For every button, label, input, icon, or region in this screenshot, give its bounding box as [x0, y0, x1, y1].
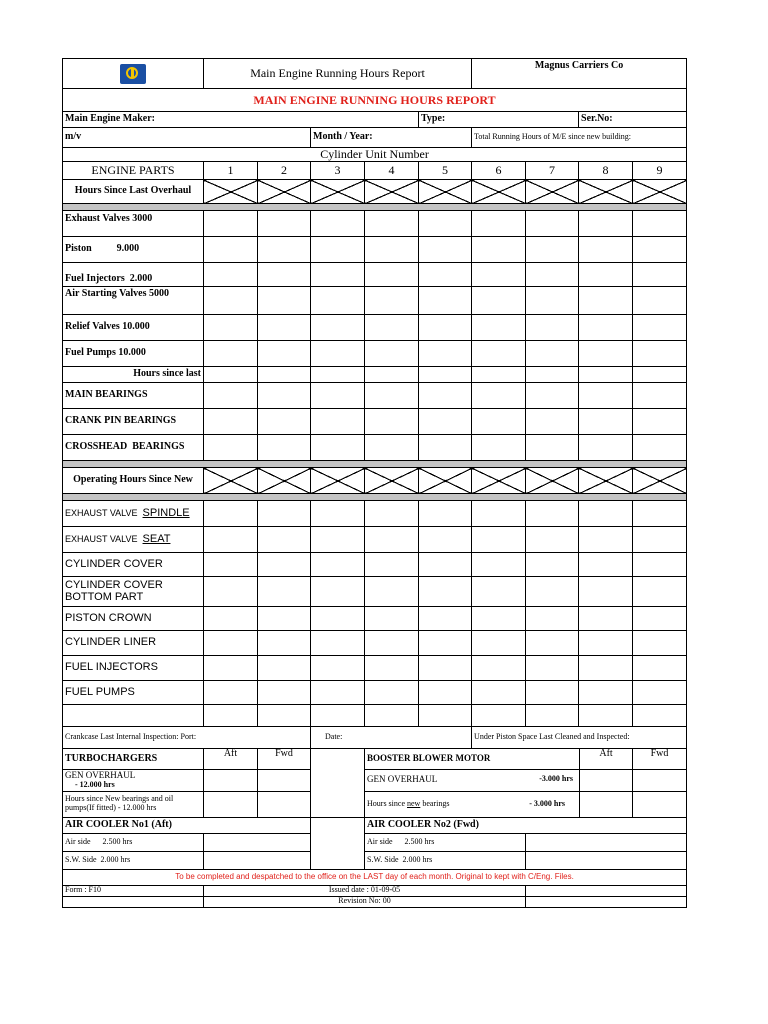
mv-label: m/v	[63, 128, 311, 148]
seat-word: SEAT	[142, 532, 171, 545]
serno-label: Ser.No:	[579, 112, 687, 128]
cylinder-number: 1	[204, 162, 258, 180]
entry-cell[interactable]	[633, 263, 687, 287]
entry-cell[interactable]	[579, 383, 633, 409]
footer-blank	[526, 885, 687, 896]
entry-cell[interactable]	[419, 501, 472, 527]
entry-cell[interactable]	[258, 656, 311, 681]
entry-cell[interactable]	[472, 435, 526, 461]
entry-cell[interactable]	[526, 833, 687, 851]
entry-cell[interactable]	[204, 769, 258, 791]
overhaul-row-label: Exhaust Valves 3000	[63, 211, 204, 237]
entry-cell[interactable]	[419, 341, 472, 367]
turbo-aft-label: Aft	[204, 749, 258, 769]
seat-row-label	[63, 527, 204, 553]
entry-cell[interactable]	[258, 705, 311, 727]
entry-cell[interactable]	[204, 791, 258, 817]
entry-cell[interactable]	[365, 656, 419, 681]
cylinder-number: 5	[419, 162, 472, 180]
entry-cell[interactable]	[579, 263, 633, 287]
entry-cell[interactable]	[579, 631, 633, 656]
hours-since-last-label: Hours since last	[63, 367, 204, 383]
overhaul-row-label: Fuel Injectors 2.000	[63, 263, 204, 287]
entry-cell[interactable]	[419, 211, 472, 237]
turbo-bearings-label: Hours since New bearings and oil pumps(If fitted) - 12.000 hrs	[63, 791, 204, 817]
total-hours-label: Total Running Hours of M/E since new building:	[472, 128, 687, 148]
turbochargers-heading: TURBOCHARGERS	[63, 749, 204, 769]
entry-cell[interactable]	[311, 501, 365, 527]
entry-cell[interactable]	[579, 287, 633, 315]
entry-cell[interactable]	[365, 607, 419, 631]
entry-cell[interactable]	[419, 263, 472, 287]
cylinder-number: 6	[472, 162, 526, 180]
entry-cell[interactable]	[472, 631, 526, 656]
entry-cell[interactable]	[311, 409, 365, 435]
entry-cell[interactable]	[579, 681, 633, 705]
entry-cell[interactable]	[258, 435, 311, 461]
entry-cell[interactable]	[472, 577, 526, 607]
crossed-cell	[419, 468, 472, 494]
entry-cell[interactable]	[365, 553, 419, 577]
entry-cell[interactable]	[472, 656, 526, 681]
entry-cell[interactable]	[311, 435, 365, 461]
entry-cell[interactable]	[204, 833, 311, 851]
grey-band	[63, 461, 687, 468]
entry-cell[interactable]	[419, 237, 472, 263]
entry-cell[interactable]	[633, 383, 687, 409]
crossed-cell	[633, 180, 687, 204]
entry-cell[interactable]	[311, 383, 365, 409]
entry-cell[interactable]	[419, 527, 472, 553]
entry-cell[interactable]	[579, 553, 633, 577]
spacer-cell	[311, 817, 365, 869]
entry-cell[interactable]	[204, 315, 258, 341]
entry-cell[interactable]	[526, 237, 579, 263]
entry-cell[interactable]	[258, 263, 311, 287]
entry-cell[interactable]	[633, 705, 687, 727]
entry-cell[interactable]	[63, 705, 204, 727]
entry-cell[interactable]	[526, 211, 579, 237]
entry-cell[interactable]	[472, 237, 526, 263]
entry-cell[interactable]	[258, 577, 311, 607]
entry-cell[interactable]	[311, 315, 365, 341]
entry-cell[interactable]	[365, 367, 419, 383]
entry-cell[interactable]	[526, 263, 579, 287]
cylinder-number: 4	[365, 162, 419, 180]
turbo-gen-overhaul-label: GEN OVERHAUL	[65, 769, 136, 780]
entry-cell[interactable]	[526, 435, 579, 461]
footer-blank	[526, 896, 687, 907]
entry-cell[interactable]	[258, 527, 311, 553]
spindle-prefix: EXHAUST VALVE	[65, 507, 143, 518]
entry-cell[interactable]	[311, 237, 365, 263]
entry-cell[interactable]	[204, 409, 258, 435]
overhaul-row-label: Relief Valves 10.000	[63, 315, 204, 341]
entry-cell[interactable]	[365, 631, 419, 656]
entry-cell[interactable]	[526, 341, 579, 367]
entry-cell[interactable]	[419, 367, 472, 383]
entry-cell[interactable]	[419, 315, 472, 341]
grey-band	[63, 204, 687, 211]
overhaul-row-label: Fuel Pumps 10.000	[63, 341, 204, 367]
booster-bearings-prefix: Hours since	[367, 798, 407, 808]
entry-cell[interactable]	[419, 287, 472, 315]
entry-cell[interactable]	[472, 263, 526, 287]
operating-row-label: CYLINDER LINER	[63, 631, 204, 656]
entry-cell[interactable]	[258, 383, 311, 409]
cylinder-number: 8	[579, 162, 633, 180]
entry-cell[interactable]	[204, 435, 258, 461]
entry-cell[interactable]	[419, 681, 472, 705]
entry-cell[interactable]	[472, 501, 526, 527]
entry-cell[interactable]	[526, 607, 579, 631]
entry-cell[interactable]	[419, 656, 472, 681]
issued-date: Issued date : 01-09-05	[204, 885, 526, 896]
entry-cell[interactable]	[526, 287, 579, 315]
entry-cell[interactable]	[633, 631, 687, 656]
month-year-label: Month / Year:	[311, 128, 472, 148]
entry-cell[interactable]	[258, 769, 311, 791]
overhaul-heading: Hours Since Last Overhaul	[63, 180, 204, 204]
entry-cell[interactable]	[204, 553, 258, 577]
entry-cell[interactable]	[526, 315, 579, 341]
operating-row-label: CYLINDER COVER BOTTOM PART	[63, 577, 204, 607]
crossed-cell	[258, 180, 311, 204]
cylinder-number: 7	[526, 162, 579, 180]
booster-bearings-hours: - 3.000 hrs	[529, 798, 566, 808]
entry-cell[interactable]	[579, 656, 633, 681]
entry-cell[interactable]	[580, 791, 633, 817]
entry-cell[interactable]	[419, 409, 472, 435]
entry-cell[interactable]	[472, 211, 526, 237]
entry-cell[interactable]	[579, 607, 633, 631]
cylinder-heading: Cylinder Unit Number	[63, 148, 687, 162]
entry-cell[interactable]	[311, 341, 365, 367]
spacer-cell	[311, 749, 365, 817]
entry-cell[interactable]	[258, 287, 311, 315]
entry-cell[interactable]	[419, 705, 472, 727]
entry-cell[interactable]	[365, 501, 419, 527]
entry-cell[interactable]	[204, 237, 258, 263]
booster-bearings-cell	[365, 791, 580, 817]
entry-cell[interactable]	[472, 287, 526, 315]
crossed-cell	[633, 468, 687, 494]
crossed-cell	[472, 180, 526, 204]
operating-heading: Operating Hours Since New	[63, 468, 204, 494]
crossed-cell	[204, 468, 258, 494]
cylinder-number: 9	[633, 162, 687, 180]
form-number: Form : F10	[63, 885, 204, 896]
entry-cell[interactable]	[204, 211, 258, 237]
entry-cell[interactable]	[472, 681, 526, 705]
entry-cell[interactable]	[311, 211, 365, 237]
crossed-cell	[258, 468, 311, 494]
crossed-cell	[365, 180, 419, 204]
turbo-fwd-label: Fwd	[258, 749, 311, 769]
entry-cell[interactable]	[633, 607, 687, 631]
entry-cell[interactable]	[311, 607, 365, 631]
crossed-cell	[311, 468, 365, 494]
piston-space-label: Under Piston Space Last Cleaned and Inspected:	[472, 727, 687, 749]
operating-row-label: PISTON CROWN	[63, 607, 204, 631]
entry-cell[interactable]	[365, 341, 419, 367]
entry-cell[interactable]	[633, 527, 687, 553]
booster-bearings-word: new	[407, 798, 421, 808]
entry-cell[interactable]	[204, 681, 258, 705]
entry-cell[interactable]	[204, 705, 258, 727]
air-cooler-1-sw-side: S.W. Side 2.000 hrs	[63, 851, 204, 869]
entry-cell[interactable]	[204, 367, 258, 383]
entry-cell[interactable]	[365, 681, 419, 705]
entry-cell[interactable]	[633, 769, 687, 791]
operating-row-label: CYLINDER COVER	[63, 553, 204, 577]
entry-cell[interactable]	[365, 527, 419, 553]
entry-cell[interactable]	[472, 553, 526, 577]
entry-cell[interactable]	[258, 211, 311, 237]
operating-row-label: FUEL PUMPS	[63, 681, 204, 705]
air-cooler-2-heading: AIR COOLER No2 (Fwd)	[365, 817, 687, 833]
entry-cell[interactable]	[204, 527, 258, 553]
maker-label: Main Engine Maker:	[63, 112, 419, 128]
entry-cell[interactable]	[419, 577, 472, 607]
entry-cell[interactable]	[311, 681, 365, 705]
entry-cell[interactable]	[633, 367, 687, 383]
booster-gen-overhaul-label: GEN OVERHAUL	[367, 774, 438, 785]
entry-cell[interactable]	[258, 607, 311, 631]
entry-cell[interactable]	[526, 705, 579, 727]
entry-cell[interactable]	[365, 577, 419, 607]
entry-cell[interactable]	[258, 501, 311, 527]
air-cooler-2-sw-side: S.W. Side 2.000 hrs	[365, 851, 526, 869]
entry-cell[interactable]	[579, 527, 633, 553]
entry-cell[interactable]	[419, 383, 472, 409]
entry-cell[interactable]	[526, 631, 579, 656]
entry-cell[interactable]	[365, 383, 419, 409]
inspection-date-label: Date:	[311, 727, 472, 749]
entry-cell[interactable]	[579, 211, 633, 237]
entry-cell[interactable]	[633, 287, 687, 315]
entry-cell[interactable]	[579, 501, 633, 527]
entry-cell[interactable]	[204, 263, 258, 287]
entry-cell[interactable]	[472, 341, 526, 367]
entry-cell[interactable]	[204, 287, 258, 315]
entry-cell[interactable]	[311, 553, 365, 577]
entry-cell[interactable]	[526, 577, 579, 607]
engine-parts-label: ENGINE PARTS	[63, 162, 204, 180]
booster-gen-overhaul-hours: -3.000 hrs	[539, 774, 574, 784]
entry-cell[interactable]	[633, 681, 687, 705]
spindle-row-label	[63, 501, 204, 527]
entry-cell[interactable]	[472, 315, 526, 341]
entry-cell[interactable]	[526, 553, 579, 577]
entry-cell[interactable]	[311, 656, 365, 681]
entry-cell[interactable]	[579, 367, 633, 383]
entry-cell[interactable]	[204, 577, 258, 607]
entry-cell[interactable]	[633, 656, 687, 681]
entry-cell[interactable]	[579, 409, 633, 435]
entry-cell[interactable]	[579, 435, 633, 461]
entry-cell[interactable]	[633, 237, 687, 263]
entry-cell[interactable]	[204, 851, 311, 869]
type-label: Type:	[419, 112, 579, 128]
grey-band	[63, 494, 687, 501]
air-cooler-2-air-side: Air side 2.500 hrs	[365, 833, 526, 851]
entry-cell[interactable]	[258, 315, 311, 341]
entry-cell[interactable]	[579, 705, 633, 727]
entry-cell[interactable]	[204, 656, 258, 681]
submission-note: To be completed and despatched to the office on the LAST day of each month. Original to kept with C/Eng. Files.	[63, 869, 687, 885]
entry-cell[interactable]	[258, 237, 311, 263]
bearing-row-label: CROSSHEAD BEARINGS	[63, 435, 204, 461]
entry-cell[interactable]	[365, 409, 419, 435]
seat-prefix: EXHAUST VALVE	[65, 533, 143, 544]
entry-cell[interactable]	[472, 705, 526, 727]
bearing-row-label: MAIN BEARINGS	[63, 383, 204, 409]
entry-cell[interactable]	[526, 527, 579, 553]
entry-cell[interactable]	[579, 315, 633, 341]
entry-cell[interactable]	[633, 501, 687, 527]
crossed-cell	[311, 180, 365, 204]
entry-cell[interactable]	[311, 705, 365, 727]
logo-cell	[63, 59, 204, 89]
entry-cell[interactable]	[311, 577, 365, 607]
entry-cell[interactable]	[526, 383, 579, 409]
entry-cell[interactable]	[526, 681, 579, 705]
entry-cell[interactable]	[311, 287, 365, 315]
air-cooler-1-heading: AIR COOLER No1 (Aft)	[63, 817, 311, 833]
overhaul-row-label: Piston 9.000	[63, 237, 204, 263]
entry-cell[interactable]	[258, 631, 311, 656]
entry-cell[interactable]	[472, 409, 526, 435]
company-name: Magnus Carriers Co	[472, 59, 687, 89]
entry-cell[interactable]	[633, 553, 687, 577]
entry-cell[interactable]	[633, 315, 687, 341]
entry-cell[interactable]	[526, 656, 579, 681]
entry-cell[interactable]	[311, 527, 365, 553]
entry-cell[interactable]	[365, 315, 419, 341]
entry-cell[interactable]	[526, 409, 579, 435]
entry-cell[interactable]	[258, 341, 311, 367]
entry-cell[interactable]	[204, 341, 258, 367]
crossed-cell	[365, 468, 419, 494]
bearing-row-label: CRANK PIN BEARINGS	[63, 409, 204, 435]
entry-cell[interactable]	[633, 435, 687, 461]
air-cooler-1-air-side: Air side 2.500 hrs	[63, 833, 204, 851]
entry-cell[interactable]	[204, 501, 258, 527]
entry-cell[interactable]	[472, 383, 526, 409]
entry-cell[interactable]	[472, 607, 526, 631]
entry-cell[interactable]	[365, 211, 419, 237]
entry-cell[interactable]	[472, 527, 526, 553]
entry-cell[interactable]	[365, 435, 419, 461]
lower-table	[62, 749, 687, 908]
booster-heading: BOOSTER BLOWER MOTOR	[365, 749, 580, 769]
crossed-cell	[526, 468, 579, 494]
overhaul-row-label: Air Starting Valves 5000	[63, 287, 204, 315]
booster-gen-overhaul-cell	[365, 769, 580, 791]
entry-cell[interactable]	[365, 263, 419, 287]
booster-aft-label: Aft	[580, 749, 633, 769]
spindle-word: SPINDLE	[142, 506, 190, 519]
entry-cell[interactable]	[365, 237, 419, 263]
entry-cell[interactable]	[579, 341, 633, 367]
revision-number: Revision No: 00	[204, 896, 526, 907]
entry-cell[interactable]	[419, 435, 472, 461]
entry-cell[interactable]	[472, 367, 526, 383]
entry-cell[interactable]	[204, 607, 258, 631]
entry-cell[interactable]	[633, 341, 687, 367]
entry-cell[interactable]	[579, 577, 633, 607]
entry-cell[interactable]	[526, 367, 579, 383]
entry-cell[interactable]	[258, 791, 311, 817]
entry-cell[interactable]	[419, 607, 472, 631]
entry-cell[interactable]	[258, 409, 311, 435]
entry-cell[interactable]	[258, 681, 311, 705]
crossed-cell	[526, 180, 579, 204]
report-banner: MAIN ENGINE RUNNING HOURS REPORT	[63, 89, 687, 112]
entry-cell[interactable]	[419, 631, 472, 656]
entry-cell[interactable]	[204, 383, 258, 409]
turbo-gen-overhaul-hours: - 12.000 hrs	[75, 779, 115, 789]
crossed-cell	[579, 468, 633, 494]
entry-cell[interactable]	[633, 791, 687, 817]
entry-cell[interactable]	[633, 577, 687, 607]
entry-cell[interactable]	[365, 705, 419, 727]
entry-cell[interactable]	[311, 631, 365, 656]
entry-cell[interactable]	[526, 851, 687, 869]
company-logo-icon	[120, 64, 146, 84]
crankcase-inspection-label: Crankcase Last Internal Inspection: Port:	[63, 727, 311, 749]
entry-cell[interactable]	[258, 367, 311, 383]
operating-row-label: FUEL INJECTORS	[63, 656, 204, 681]
entry-cell[interactable]	[526, 501, 579, 527]
report-form	[62, 58, 686, 908]
entry-cell[interactable]	[580, 769, 633, 791]
entry-cell[interactable]	[204, 631, 258, 656]
booster-fwd-label: Fwd	[633, 749, 687, 769]
crossed-cell	[204, 180, 258, 204]
entry-cell[interactable]	[365, 287, 419, 315]
entry-cell[interactable]	[579, 237, 633, 263]
crossed-cell	[419, 180, 472, 204]
entry-cell[interactable]	[633, 409, 687, 435]
report-title: Main Engine Running Hours Report	[204, 59, 472, 89]
crossed-cell	[472, 468, 526, 494]
booster-bearings-suffix: bearings	[420, 798, 450, 808]
turbo-gen-overhaul-cell	[63, 769, 204, 791]
entry-cell[interactable]	[311, 367, 365, 383]
entry-cell[interactable]	[633, 211, 687, 237]
entry-cell[interactable]	[419, 553, 472, 577]
cylinder-number: 3	[311, 162, 365, 180]
report-table	[62, 58, 687, 749]
cylinder-number: 2	[258, 162, 311, 180]
entry-cell[interactable]	[311, 263, 365, 287]
footer-blank	[63, 896, 204, 907]
crossed-cell	[579, 180, 633, 204]
entry-cell[interactable]	[258, 553, 311, 577]
